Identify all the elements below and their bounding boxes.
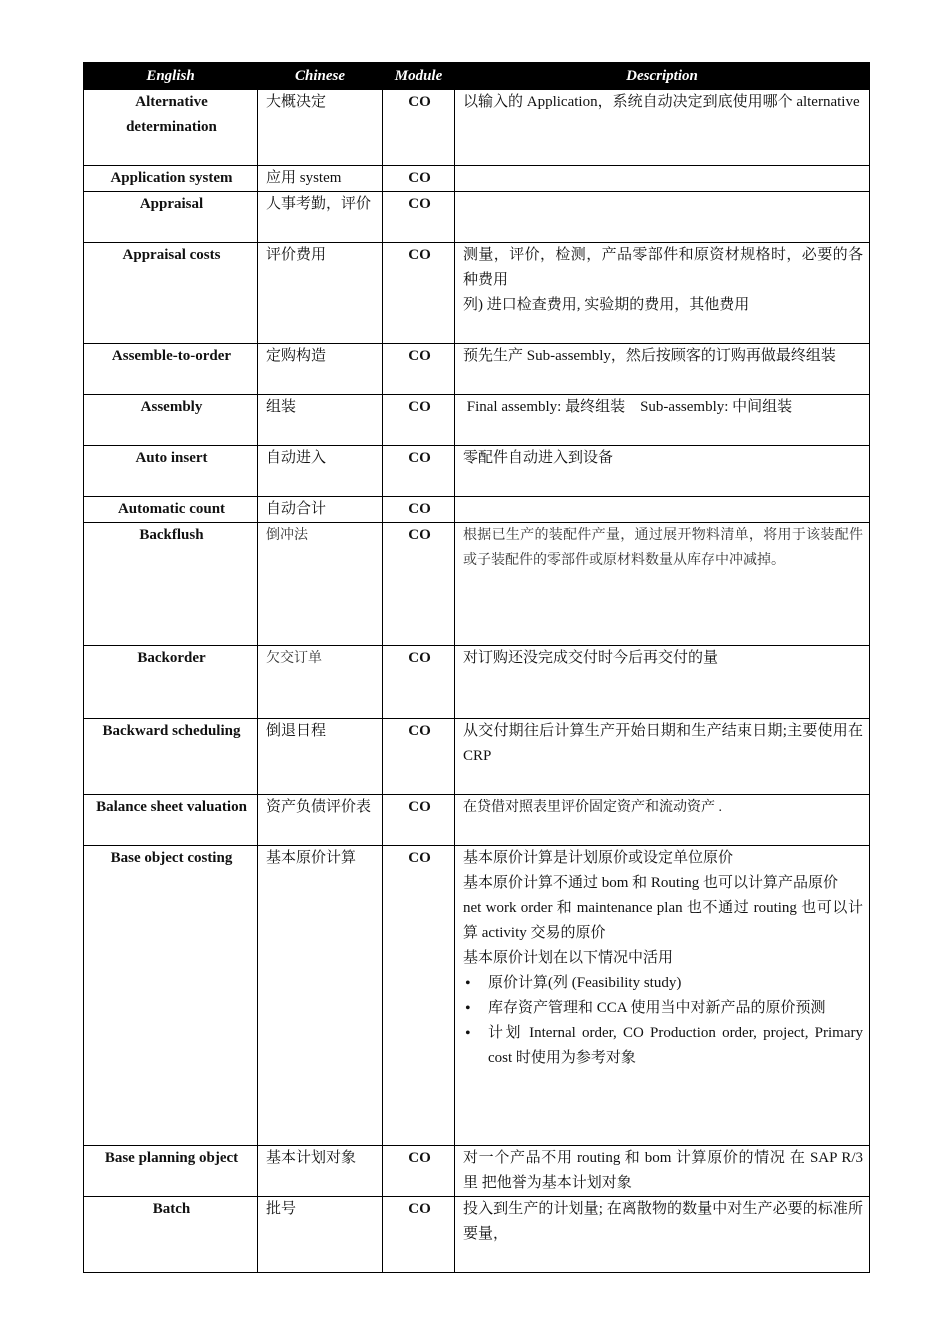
term-module: CO xyxy=(383,719,455,795)
description-line: 基本原价计划在以下情况中活用 xyxy=(463,950,674,966)
bullet-item: • 计划 Internal order, CO Production order, project, Primary cost 时使用为参考对象 xyxy=(463,1021,863,1071)
description-line: 以输入的 Application，系统自动决定到底使用哪个 alternative xyxy=(463,94,860,110)
term-description xyxy=(455,846,870,1146)
term-module: CO xyxy=(383,446,455,497)
description-line: 在贷借对照表里评价固定资产和流动资产 . xyxy=(463,800,722,815)
description-line: 对订购还没完成交付时今后再交付的量 xyxy=(463,650,719,666)
table-row xyxy=(84,646,870,719)
term-english: Appraisal costs xyxy=(84,243,258,344)
term-module: CO xyxy=(383,192,455,243)
term-english: Backward scheduling xyxy=(84,719,258,795)
term-module: CO xyxy=(383,846,455,1146)
term-chinese: 批号 xyxy=(258,1197,383,1273)
term-chinese: 大概决定 xyxy=(258,90,383,166)
table-row xyxy=(84,1197,870,1273)
description-line: 投入到生产的计划量; 在离散物的数量中对生产必要的标准所要量， xyxy=(463,1201,863,1242)
table-row xyxy=(84,497,870,523)
term-module: CO xyxy=(383,523,455,646)
term-module: CO xyxy=(383,395,455,446)
term-chinese: 倒冲法 xyxy=(258,523,383,646)
term-module: CO xyxy=(383,1197,455,1273)
header-english: English xyxy=(84,63,258,90)
table-row xyxy=(84,243,870,344)
table-row xyxy=(84,344,870,395)
header-module: Module xyxy=(383,63,455,90)
description-line: net work order 和 maintenance plan 也不通过 routing 也可以计算 activity 交易的原价 xyxy=(463,900,863,941)
term-english: Application system xyxy=(84,166,258,192)
description-line: 预先生产 Sub-assembly，然后按顾客的订购再做最终组装 xyxy=(463,348,836,364)
term-chinese: 人事考勤，评价 xyxy=(258,192,383,243)
term-english: Batch xyxy=(84,1197,258,1273)
table-row xyxy=(84,1146,870,1197)
term-module: CO xyxy=(383,90,455,166)
term-english: Assemble-to-order xyxy=(84,344,258,395)
term-module: CO xyxy=(383,646,455,719)
description-line: Final assembly: 最终组装 Sub-assembly: 中间组装 xyxy=(463,399,793,415)
term-english: Base planning object xyxy=(84,1146,258,1197)
header-chinese: Chinese xyxy=(258,63,383,90)
description-line: 零配件自动进入到设备 xyxy=(463,450,614,466)
term-description xyxy=(455,192,870,243)
table-row xyxy=(84,395,870,446)
description-line: 对一个产品不用 routing 和 bom 计算原价的情况 在 SAP R/3 里 把他誉为基本计划对象 xyxy=(463,1150,863,1191)
term-english: Automatic count xyxy=(84,497,258,523)
term-description xyxy=(455,344,870,395)
term-module: CO xyxy=(383,1146,455,1197)
term-chinese: 定购构造 xyxy=(258,344,383,395)
term-chinese: 自动进入 xyxy=(258,446,383,497)
term-description xyxy=(455,395,870,446)
term-description xyxy=(455,795,870,846)
term-english: Backflush xyxy=(84,523,258,646)
term-chinese: 欠交订单 xyxy=(258,646,383,719)
term-module: CO xyxy=(383,795,455,846)
term-chinese: 基本原价计算 xyxy=(258,846,383,1146)
term-chinese: 评价费用 xyxy=(258,243,383,344)
table-row xyxy=(84,192,870,243)
term-english: Assembly xyxy=(84,395,258,446)
bullet-item: • 原价计算(列 (Feasibility study) xyxy=(463,971,863,996)
term-english: Auto insert xyxy=(84,446,258,497)
term-module: CO xyxy=(383,166,455,192)
term-chinese: 基本计划对象 xyxy=(258,1146,383,1197)
term-module: CO xyxy=(383,243,455,344)
description-line: 基本原价计算不通过 bom 和 Routing 也可以计算产品原价 xyxy=(463,875,839,891)
table-row xyxy=(84,446,870,497)
table-row xyxy=(84,795,870,846)
description-line: 根据已生产的装配件产量，通过展开物料清单，将用于该装配件或子装配件的零部件或原材料数量从库存中冲减掉。 xyxy=(463,528,863,568)
term-description xyxy=(455,523,870,646)
bullet-item: • 库存资产管理和 CCA 使用当中对新产品的原价预测 xyxy=(463,996,863,1021)
term-chinese: 应用 system xyxy=(258,166,383,192)
term-description xyxy=(455,243,870,344)
term-description xyxy=(455,1197,870,1273)
header-row xyxy=(84,63,870,90)
term-description xyxy=(455,497,870,523)
term-english: Base object costing xyxy=(84,846,258,1146)
term-description xyxy=(455,1146,870,1197)
bullet-list xyxy=(463,971,863,1071)
term-chinese: 资产负债评价表 xyxy=(258,795,383,846)
description-line: 从交付期往后计算生产开始日期和生产结束日期;主要使用在 CRP xyxy=(463,723,863,764)
description-line: 列) 进口检查费用, 实验期的费用，其他费用 xyxy=(463,297,750,313)
term-description xyxy=(455,446,870,497)
term-module: CO xyxy=(383,497,455,523)
term-chinese: 倒退日程 xyxy=(258,719,383,795)
table-row xyxy=(84,90,870,166)
table-row xyxy=(84,523,870,646)
term-english: Balance sheet valuation xyxy=(84,795,258,846)
term-english: Appraisal xyxy=(84,192,258,243)
term-chinese: 组装 xyxy=(258,395,383,446)
glossary-table xyxy=(83,62,870,1273)
term-module: CO xyxy=(383,344,455,395)
term-english: Alternative determination xyxy=(84,90,258,166)
term-description xyxy=(455,646,870,719)
description-line: 基本原价计算是计划原价或设定单位原价 xyxy=(463,850,734,866)
header-description: Description xyxy=(455,63,870,90)
term-description xyxy=(455,719,870,795)
term-english: Backorder xyxy=(84,646,258,719)
description-line: 测量，评价，检测，产品零部件和原资材规格时，必要的各种费用 xyxy=(463,247,863,288)
term-description xyxy=(455,166,870,192)
table-row xyxy=(84,846,870,1146)
term-chinese: 自动合计 xyxy=(258,497,383,523)
table-row xyxy=(84,719,870,795)
term-description xyxy=(455,90,870,166)
table-row xyxy=(84,166,870,192)
